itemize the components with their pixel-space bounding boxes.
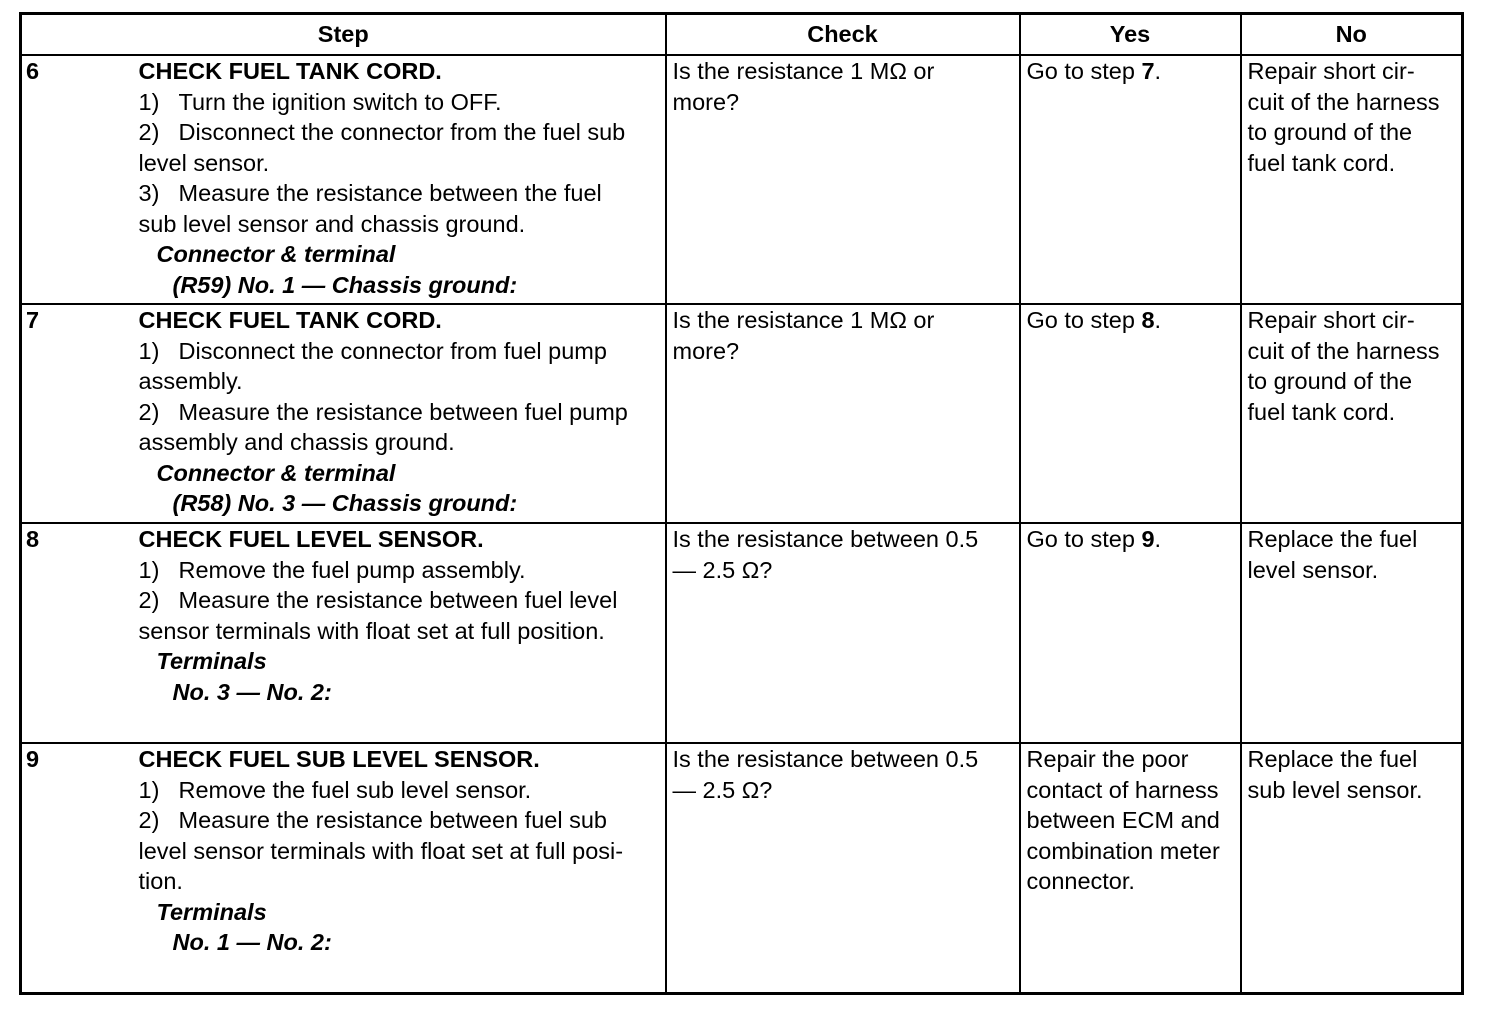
instruction-text: level sensor terminals with float set at full posi-: [138, 837, 624, 864]
step-instruction: [139, 836, 661, 867]
yes-text: Go to step: [1026, 526, 1142, 552]
no-cell: [1241, 304, 1463, 523]
step-instruction: [139, 117, 661, 148]
no-text: level sensor.: [1247, 556, 1379, 583]
no-text: sub level sensor.: [1247, 776, 1423, 803]
no-text: cuit of the harness: [1247, 337, 1440, 364]
instruction-text: Disconnect the connector from fuel pump: [178, 337, 607, 364]
step-title: CHECK FUEL LEVEL SENSOR.: [138, 526, 484, 552]
step-instruction: [139, 178, 661, 209]
step-instruction: [139, 397, 661, 428]
check-text: Is the resistance between 0.5: [672, 746, 979, 772]
instruction-number: 1): [138, 88, 160, 115]
instruction-text: Measure the resistance between fuel sub: [178, 807, 607, 833]
instruction-text: Measure the resistance between fuel pump: [178, 398, 628, 425]
step-content: [139, 55, 666, 304]
step-number: 7: [21, 304, 139, 523]
header-yes: Yes: [1020, 14, 1241, 56]
no-text: Replace the fuel: [1247, 526, 1418, 552]
header-no: No: [1241, 14, 1463, 56]
step-instruction: [139, 555, 661, 586]
table-row: [21, 523, 1463, 743]
spec-label: Connector & terminal: [156, 459, 396, 486]
yes-text: Go to step: [1026, 58, 1142, 84]
check-text: — 2.5 Ω?: [672, 776, 773, 803]
step-number: 9: [21, 743, 139, 993]
instruction-text: Remove the fuel pump assembly.: [178, 556, 526, 583]
header-check: Check: [666, 14, 1020, 56]
instruction-text: level sensor.: [138, 149, 270, 176]
check-text: — 2.5 Ω?: [672, 556, 773, 583]
check-cell: [666, 55, 1020, 304]
instruction-text: Remove the fuel sub level sensor.: [178, 776, 532, 803]
no-cell: [1241, 523, 1463, 743]
instruction-text: Measure the resistance between the fuel: [178, 180, 602, 206]
yes-step-ref: 9: [1141, 526, 1155, 552]
no-cell: [1241, 743, 1463, 993]
check-text: more?: [672, 337, 740, 364]
check-text: more?: [672, 88, 740, 115]
no-text: to ground of the: [1247, 119, 1413, 145]
check-text: Is the resistance 1 MΩ or: [672, 307, 935, 333]
yes-cell: [1020, 743, 1241, 993]
instruction-number: 2): [138, 398, 160, 425]
yes-cell: [1020, 523, 1241, 743]
table-row: [21, 304, 1463, 523]
check-text: Is the resistance 1 MΩ or: [672, 58, 935, 84]
instruction-number: 1): [138, 337, 160, 364]
yes-text: Go to step: [1026, 307, 1142, 333]
spec-value: (R59) No. 1 — Chassis ground:: [172, 271, 518, 298]
step-instruction: [139, 87, 661, 118]
step-content: [139, 743, 666, 993]
check-cell: [666, 304, 1020, 523]
yes-suffix: .: [1154, 58, 1162, 84]
no-text: fuel tank cord.: [1247, 149, 1396, 176]
diagnostic-table: [19, 12, 1464, 995]
step-instruction: [139, 805, 661, 836]
instruction-number: 2): [138, 587, 160, 613]
header-step: Step: [21, 14, 666, 56]
yes-step-ref: 8: [1141, 307, 1155, 333]
instruction-text: assembly and chassis ground.: [138, 429, 455, 455]
step-instruction: [139, 616, 661, 647]
step-content: [139, 304, 666, 523]
yes-text: Repair the poor: [1026, 746, 1189, 772]
yes-step-ref: 7: [1141, 58, 1155, 84]
instruction-text: assembly.: [138, 368, 243, 394]
yes-cell: [1020, 55, 1241, 304]
spec-label: Connector & terminal: [156, 241, 396, 267]
step-instruction: [139, 209, 661, 240]
instruction-text: sub level sensor and chassis ground.: [138, 210, 526, 237]
step-number: 8: [21, 523, 139, 743]
spec-value: No. 3 — No. 2:: [172, 678, 332, 705]
instruction-number: 2): [138, 119, 160, 145]
instruction-text: sensor terminals with float set at full position.: [138, 617, 605, 644]
no-text: fuel tank cord.: [1247, 398, 1396, 425]
step-content: [139, 523, 666, 743]
table-row: [21, 55, 1463, 304]
no-text: Repair short cir-: [1247, 307, 1415, 333]
spec-label: Terminals: [156, 648, 267, 674]
step-instruction: [139, 366, 661, 397]
yes-text: contact of harness: [1026, 776, 1219, 803]
instruction-text: Turn the ignition switch to OFF.: [178, 88, 502, 115]
step-title: CHECK FUEL TANK CORD.: [138, 58, 442, 84]
spec-value: No. 1 — No. 2:: [172, 929, 332, 955]
step-number: 6: [21, 55, 139, 304]
yes-suffix: .: [1154, 526, 1162, 552]
no-text: Repair short cir-: [1247, 58, 1415, 84]
instruction-number: 1): [138, 556, 160, 583]
step-instruction: [139, 866, 661, 897]
instruction-text: tion.: [138, 868, 183, 894]
check-cell: [666, 743, 1020, 993]
yes-text: combination meter: [1026, 837, 1220, 864]
instruction-number: 1): [138, 776, 160, 803]
table-row: [21, 743, 1463, 993]
instruction-text: Disconnect the connector from the fuel sub: [178, 119, 626, 145]
step-instruction: [139, 585, 661, 616]
spec-label: Terminals: [156, 898, 267, 925]
no-text: Replace the fuel: [1247, 746, 1418, 772]
no-text: to ground of the: [1247, 368, 1413, 394]
step-instruction: [139, 336, 661, 367]
check-text: Is the resistance between 0.5: [672, 526, 979, 552]
yes-text: connector.: [1026, 868, 1135, 894]
yes-suffix: .: [1154, 307, 1162, 333]
step-instruction: [139, 148, 661, 179]
step-title: CHECK FUEL SUB LEVEL SENSOR.: [138, 746, 540, 772]
yes-text: between ECM and: [1026, 807, 1220, 833]
step-instruction: [139, 775, 661, 806]
instruction-number: 2): [138, 807, 160, 833]
step-instruction: [139, 427, 661, 458]
instruction-text: Measure the resistance between fuel level: [178, 587, 618, 613]
instruction-number: 3): [138, 180, 160, 206]
header-row: [21, 14, 1463, 56]
spec-value: (R58) No. 3 — Chassis ground:: [172, 490, 518, 516]
yes-cell: [1020, 304, 1241, 523]
check-cell: [666, 523, 1020, 743]
no-cell: [1241, 55, 1463, 304]
step-title: CHECK FUEL TANK CORD.: [138, 307, 442, 333]
no-text: cuit of the harness: [1247, 88, 1440, 115]
